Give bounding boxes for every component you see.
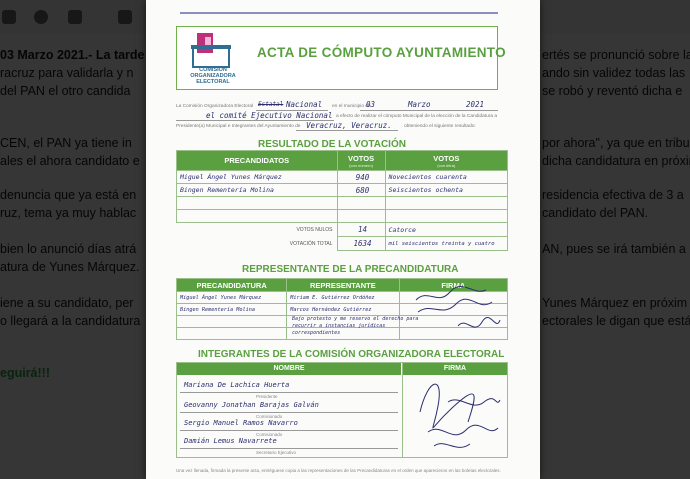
vote-count: 940	[337, 171, 385, 184]
document-title: ACTA DE CÓMPUTO AYUNTAMIENTO	[257, 45, 506, 60]
representative-name: Miriam E. Gutiérrez Ordóñez	[287, 292, 399, 304]
handwritten-nacional: Nacional	[286, 100, 323, 109]
top-rule	[180, 12, 498, 14]
votos-letra-header: VOTOS (con letra)	[385, 151, 507, 171]
intro-text: en el municipio de	[332, 104, 371, 109]
vote-count: 680	[337, 184, 385, 197]
document-header	[176, 26, 506, 90]
intro-text: a efecto de realizar el cómputo Municipal de la elección de la Candidatura a	[336, 114, 498, 119]
precandidatura-name: Miguel Ángel Yunes Márquez	[177, 292, 287, 304]
commission-section-title: INTEGRANTES DE LA COMISIÓN ORGANIZADORA ELECTORAL	[198, 349, 505, 360]
results-section-title: RESULTADO DE LA VOTACIÓN	[258, 139, 406, 150]
vote-count	[337, 197, 385, 210]
table-row	[177, 210, 508, 223]
intro-text: obteniendo el siguiente resultado:	[404, 124, 476, 129]
commission-signatures	[408, 372, 508, 458]
logo-caption: COMISIÓN ORGANIZADORA ELECTORAL	[190, 67, 236, 85]
representative-signatures	[408, 282, 508, 346]
commission-member-name: Geovanny Jonathan Barajas Galván	[184, 401, 319, 409]
nombre-header: NOMBRE	[177, 363, 401, 375]
table-row	[177, 171, 508, 184]
total-row	[177, 237, 508, 251]
vote-count	[337, 210, 385, 223]
table-row	[177, 197, 508, 210]
handwritten-month: Marzo	[408, 100, 431, 109]
intro-text: La Comisión Organizadora Electoral	[176, 104, 254, 109]
candidate-name: Bingen Rementería Molina	[177, 184, 338, 197]
vote-letters: Novecientos cuarenta	[385, 171, 507, 184]
handwritten-comite: el comité Ejecutivo Nacional	[206, 111, 333, 120]
table-row	[177, 184, 508, 197]
candidate-name	[177, 197, 338, 210]
struck-word: Estatal	[258, 101, 284, 108]
total-label: VOTACIÓN TOTAL	[289, 240, 333, 247]
firma-header: FIRMA	[399, 279, 508, 292]
commission-member-name: Mariana De Lachica Huerta	[184, 381, 290, 389]
handwritten-city: Veracruz, Veracruz.	[306, 121, 392, 130]
representante-header: REPRESENTANTE	[287, 279, 399, 292]
results-table	[176, 150, 508, 251]
vote-letters	[385, 210, 507, 223]
intro-text: Presidente(a) Municipal e Integrantes del Ayuntamiento de	[176, 124, 301, 129]
commission-member-role: Presidente	[256, 394, 278, 399]
vote-letters: Seiscientos ochenta	[385, 184, 507, 197]
votos-numero-header: VOTOS (con número)	[337, 151, 385, 171]
total-letters: mil seiscientos treinta y cuatro	[385, 237, 507, 251]
candidate-name: Miguel Ángel Yunes Márquez	[177, 171, 338, 184]
commission-member-role: Comisionado	[256, 432, 283, 437]
document-footer: Una vez llenada, firmada la presente acta, entréguese copia a las representaciones de las Precandidaturas en el orden que aparecieron en las boletas electorales.	[176, 468, 501, 473]
precandidatura-name: Bingen Rementería Molina	[177, 304, 287, 316]
commission-member-role: Secretario Ejecutivo	[256, 450, 297, 455]
nulos-letters: Catorce	[385, 223, 507, 237]
representative-name: Marcos Hernández Gutiérrez	[287, 304, 399, 316]
commission-member-role: Comisionado	[256, 414, 283, 419]
representatives-section-title: REPRESENTANTE DE LA PRECANDIDATURA	[242, 264, 459, 275]
precandidatos-header: PRECANDIDATOS	[177, 151, 338, 171]
commission-member-name: Damián Lemus Navarrete	[184, 437, 277, 445]
handwritten-day: 03	[366, 100, 376, 109]
handwritten-protest-note: Bajo protesto y me reservo el derecho para recurrir a instancias jurídicas correspondientes	[292, 316, 419, 336]
commission-member-name: Sergio Manuel Ramos Navarro	[184, 419, 298, 427]
total-count: 1634	[337, 237, 385, 251]
handwritten-year: 2021	[466, 100, 485, 109]
candidate-name	[177, 210, 338, 223]
vote-letters	[385, 197, 507, 210]
nulos-label: VOTOS NULOS	[296, 226, 333, 233]
firma-header: FIRMA	[403, 363, 507, 375]
nulos-row	[177, 223, 508, 237]
nulos-count: 14	[337, 223, 385, 237]
acta-document-image[interactable]	[146, 0, 540, 479]
precandidatura-header: PRECANDIDATURA	[177, 279, 287, 292]
